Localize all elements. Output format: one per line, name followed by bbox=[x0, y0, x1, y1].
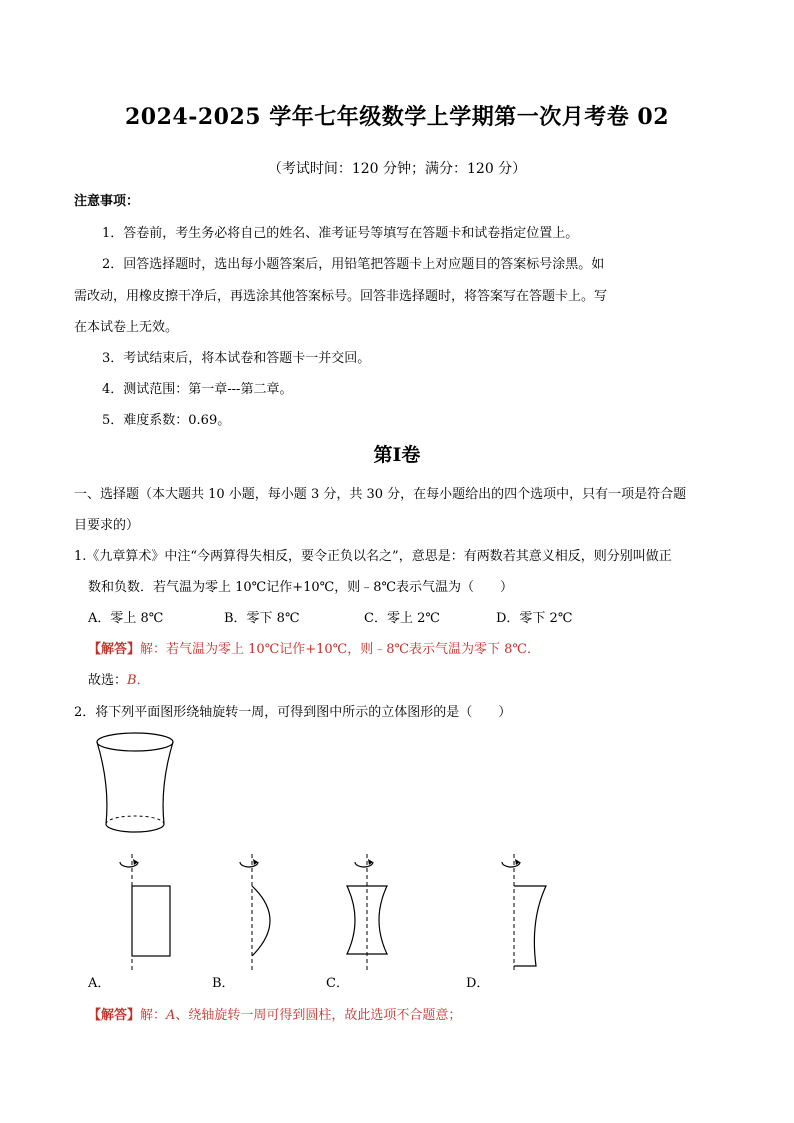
note-2-line-1: 2．回答选择题时，选出每小题答案后，用铅笔把答题卡上对应题目的答案标号涂黑。如 bbox=[102, 257, 605, 272]
question-2-stem: 2．将下列平面图形绕轴旋转一周，可得到图中所示的立体图形的是（ ） bbox=[74, 705, 512, 720]
choice-value: B bbox=[127, 673, 137, 688]
choice-prefix: 故选： bbox=[88, 673, 128, 688]
arc-shape bbox=[252, 886, 270, 956]
note-3: 3．考试结束后，将本试卷和答题卡一并交回。 bbox=[102, 351, 371, 366]
note-2-line-3: 在本试卷上无效。 bbox=[74, 320, 179, 335]
exam-info: （考试时间：120 分钟；满分：120 分） bbox=[267, 161, 527, 177]
solid-figure bbox=[90, 730, 190, 840]
solid-left-edge bbox=[97, 742, 107, 824]
notes-heading: 注意事项： bbox=[74, 194, 140, 209]
question-1-line-2: 数和负数．若气温为零上 10℃记作+10℃，则﹣8℃表示气温为（ ） bbox=[88, 580, 514, 595]
option-d-figure bbox=[492, 850, 572, 970]
question-1-choice bbox=[88, 669, 150, 688]
question-2-answer bbox=[88, 1004, 461, 1023]
answer-prefix: 解： bbox=[140, 1008, 167, 1023]
page-title: 2024-2025 学年七年级数学上学期第一次月考卷 02 bbox=[124, 104, 670, 130]
part1-heading-line-2: 目要求的） bbox=[74, 518, 140, 533]
question-1-option-b: B．零下 8℃ bbox=[224, 611, 300, 626]
question-1-option-a: A．零上 8℃ bbox=[88, 611, 164, 626]
solid-right-edge bbox=[163, 742, 173, 824]
option-c-figure bbox=[345, 850, 425, 970]
note-1: 1．答卷前，考生务必将自己的姓名、准考证号等填写在答题卡和试卷指定位置上。 bbox=[102, 226, 579, 241]
option-b-figure bbox=[230, 850, 310, 970]
curved-shape bbox=[514, 886, 546, 966]
solid-bottom-back bbox=[106, 816, 164, 824]
question-1-option-d: D．零下 2℃ bbox=[496, 611, 573, 626]
question-1-answer bbox=[88, 638, 540, 657]
answer-rest: 、绕轴旋转一周可得到圆柱，故此选项不合题意； bbox=[175, 1008, 462, 1023]
option-a-figure bbox=[110, 850, 190, 970]
question-1-option-c: C．零上 2℃ bbox=[364, 611, 440, 626]
answer-letter: A bbox=[166, 1008, 176, 1023]
choice-suffix: ． bbox=[136, 673, 150, 688]
note-5: 5．难度系数：0.69。 bbox=[102, 413, 231, 428]
answer-text: 解：若气温为零上 10℃记作+10℃，则﹣8℃表示气温为零下 8℃． bbox=[140, 642, 540, 657]
answer-tag: 【解答】 bbox=[88, 1008, 141, 1023]
solid-top-ellipse bbox=[97, 733, 173, 751]
note-2-line-2: 需改动，用橡皮擦干净后，再选涂其他答案标号。回答非选择题时，将答案写在答题卡上。写 bbox=[74, 289, 608, 304]
note-4: 4．测试范围：第一章---第二章。 bbox=[102, 382, 293, 397]
option-c-label: C． bbox=[326, 976, 349, 991]
section-title: 第Ⅰ卷 bbox=[373, 444, 421, 466]
option-d-label: D． bbox=[466, 976, 490, 991]
question-1-line-1: 1.《九章算术》中注“今两算得失相反，要令正负以名之”，意思是：有两数若其意义相反，则分别叫做正 bbox=[74, 549, 672, 564]
option-a-label: A． bbox=[88, 976, 111, 991]
solid-bottom-front bbox=[106, 824, 164, 832]
answer-tag: 【解答】 bbox=[88, 642, 141, 657]
part1-heading-line-1: 一、选择题（本大题共 10 小题，每小题 3 分，共 30 分，在每小题给出的四个选项中，只有一项是符合题 bbox=[74, 487, 687, 502]
option-b-label: B． bbox=[212, 976, 235, 991]
rectangle-shape bbox=[132, 886, 170, 956]
